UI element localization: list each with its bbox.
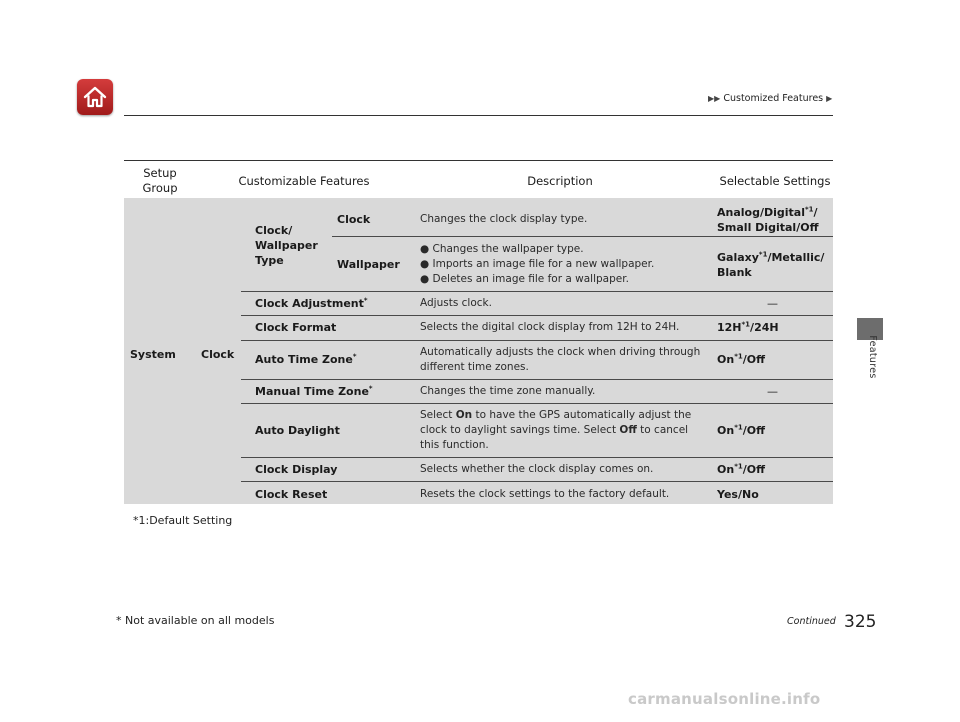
desc-clock-format: Selects the digital clock display from 12H to 24H. (420, 321, 680, 333)
list-item: ● Changes the wallpaper type. (420, 243, 584, 255)
watermark: carmanualsonline.info (628, 690, 821, 708)
row-divider (241, 379, 833, 380)
settings-auto-daylight: On$^{*1}$/Off (717, 423, 766, 437)
footnote-mark: *1 (734, 352, 743, 361)
header-selectable-settings: Selectable Settings (719, 174, 831, 188)
settings-wallpaper: Galaxy$^{*1}$/Metallic/ Blank (717, 250, 825, 279)
desc-clock-display: Selects whether the clock display comes on. (420, 463, 654, 475)
list-item: ● Deletes an image file for a wallpaper. (420, 273, 629, 285)
section-label: Features (867, 335, 878, 379)
header-description: Description (527, 174, 593, 188)
breadcrumb-arrow-icon: ▶ (826, 94, 833, 103)
table-top-rule (124, 160, 833, 161)
feature-clock: Clock (337, 213, 371, 226)
row-divider (332, 236, 833, 237)
settings-manual-time-zone: — (767, 385, 778, 398)
feature-clock-wallpaper-type: Clock/ Wallpaper Type (255, 224, 318, 267)
desc-manual-time-zone: Changes the time zone manually. (420, 385, 596, 397)
settings-auto-time-zone: On$^{*1}$/Off (717, 352, 766, 366)
footnote-mark: *1 (734, 423, 743, 432)
row-divider (241, 340, 833, 341)
feature-wallpaper: Wallpaper (337, 258, 400, 271)
page-number: 325 (844, 612, 877, 632)
feature-auto-time-zone: Auto Time Zone* (255, 352, 357, 366)
breadcrumb-arrows-icon: ▶▶ (708, 94, 721, 103)
settings-table (124, 198, 833, 504)
desc-wallpaper (420, 242, 710, 287)
row-divider (241, 403, 833, 404)
feature-clock-display: Clock Display (255, 463, 338, 476)
home-button[interactable] (77, 79, 113, 115)
list-item: ● Imports an image file for a new wallpaper. (420, 258, 655, 270)
desc-clock: Changes the clock display type. (420, 213, 588, 225)
row-divider (241, 457, 833, 458)
feature-clock-adjustment: Clock Adjustment* (255, 296, 368, 310)
feature-manual-time-zone: Manual Time Zone* (255, 384, 373, 398)
house-icon (82, 84, 108, 110)
footnote: *1:Default Setting (133, 514, 233, 527)
settings-clock-format: $12H^{*1}/24H$ (717, 320, 779, 334)
settings-clock-reset: Yes/No (717, 488, 759, 501)
subgroup-clock: Clock (201, 348, 235, 361)
footnote-mark: *1 (734, 462, 743, 471)
header-setup-group: Setup Group (142, 166, 178, 195)
breadcrumb[interactable] (708, 93, 832, 104)
settings-clock: Analog/Digital$^{*1}$/ Small Digital/Off (717, 205, 819, 234)
header-rule (124, 115, 833, 116)
continued-label: Continued (787, 616, 836, 627)
feature-auto-daylight: Auto Daylight (255, 424, 340, 437)
row-divider (241, 315, 833, 316)
header-customizable-features: Customizable Features (238, 174, 370, 188)
desc-auto-time-zone: Automatically adjusts the clock when driving through different time zones. (420, 346, 701, 373)
desc-clock-reset: Resets the clock settings to the factory default. (420, 488, 670, 500)
settings-clock-display: On$^{*1}$/Off (717, 462, 766, 476)
settings-clock-adjustment: — (767, 297, 778, 310)
desc-clock-adjustment: Adjusts clock. (420, 297, 492, 309)
feature-clock-reset: Clock Reset (255, 488, 328, 501)
row-divider (241, 291, 833, 292)
footnote-mark: *1 (741, 320, 751, 329)
footnote-mark: *1 (805, 205, 814, 214)
footnote-mark: *1 (758, 250, 768, 259)
feature-clock-format: Clock Format (255, 321, 337, 334)
availability-note: * Not available on all models (116, 614, 275, 627)
breadcrumb-label: Customized Features (723, 93, 824, 104)
group-system: System (130, 348, 176, 361)
desc-auto-daylight: Select On to have the GPS automatically adjust the clock to daylight savings time. Select Off to cancel this function. (420, 409, 692, 451)
row-divider (241, 481, 833, 482)
